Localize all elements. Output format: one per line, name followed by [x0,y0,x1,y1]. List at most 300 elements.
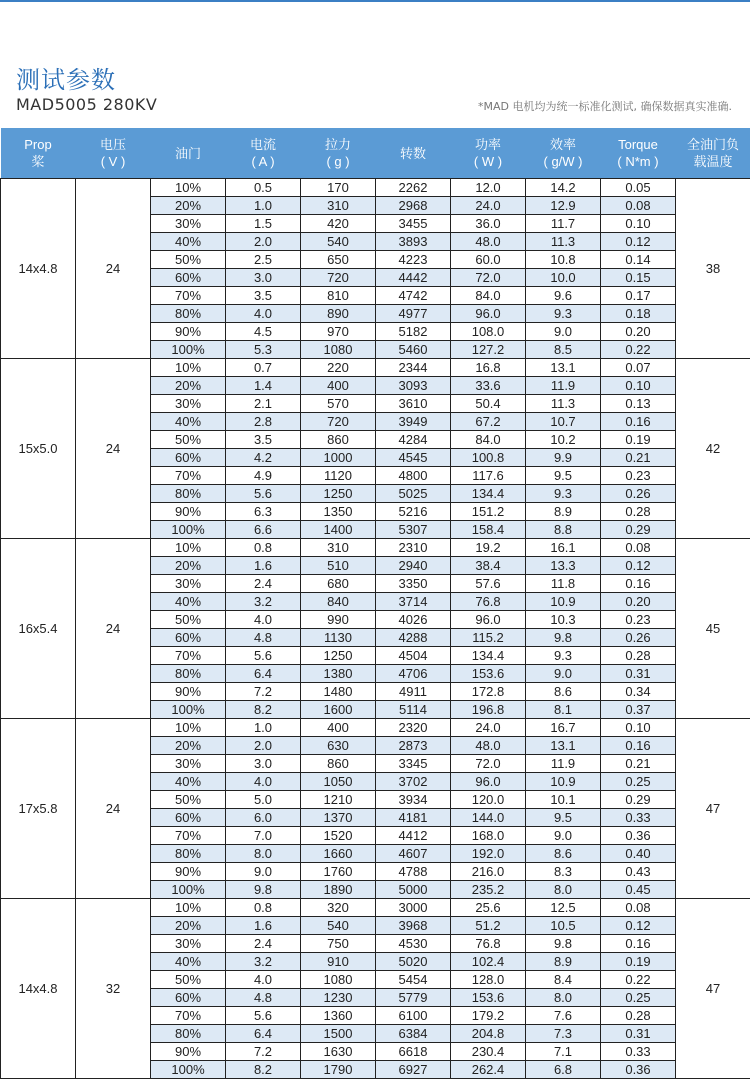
efficiency-cell: 9.3 [526,305,601,323]
efficiency-cell: 8.3 [526,863,601,881]
table-row [1,899,750,917]
thrust-cell: 720 [301,269,376,287]
current-cell: 2.5 [226,251,301,269]
thrust-cell: 1790 [301,1061,376,1079]
power-cell: 96.0 [451,611,526,629]
thrust-cell: 1760 [301,863,376,881]
efficiency-cell: 12.9 [526,197,601,215]
rpm-cell: 2262 [376,179,451,197]
rpm-cell: 4530 [376,935,451,953]
torque-cell: 0.10 [601,377,676,395]
power-cell: 16.8 [451,359,526,377]
thrust-cell: 1360 [301,1007,376,1025]
motor-model: MAD5005 280KV [16,95,157,114]
torque-cell: 0.08 [601,539,676,557]
rpm-cell: 4977 [376,305,451,323]
throttle-cell: 30% [151,395,226,413]
rpm-cell: 6384 [376,1025,451,1043]
torque-cell: 0.12 [601,233,676,251]
current-cell: 6.0 [226,809,301,827]
power-cell: 12.0 [451,179,526,197]
thrust-cell: 1480 [301,683,376,701]
efficiency-cell: 9.8 [526,935,601,953]
torque-cell: 0.17 [601,287,676,305]
thrust-cell: 910 [301,953,376,971]
column-header-unit: 桨 [1,153,76,170]
thrust-cell: 970 [301,323,376,341]
current-cell: 5.6 [226,485,301,503]
efficiency-cell: 9.0 [526,323,601,341]
column-header-label: 电流 [226,136,301,153]
throttle-cell: 90% [151,323,226,341]
throttle-cell: 10% [151,899,226,917]
torque-cell: 0.21 [601,449,676,467]
column-header-unit: ( g ) [301,153,376,170]
rpm-cell: 5460 [376,341,451,359]
rpm-cell: 4911 [376,683,451,701]
rpm-cell: 5307 [376,521,451,539]
efficiency-cell: 9.3 [526,647,601,665]
column-header-unit: ( g/W ) [526,153,601,170]
rpm-cell: 4504 [376,647,451,665]
column-header-label: Prop [1,136,76,153]
column-header-label: 电压 [76,136,151,153]
current-cell: 2.0 [226,737,301,755]
current-cell: 0.8 [226,539,301,557]
throttle-cell: 70% [151,1007,226,1025]
rpm-cell: 4706 [376,665,451,683]
torque-cell: 0.28 [601,503,676,521]
column-header-label: Torque [601,136,676,153]
column-header-label: 转数 [376,145,451,162]
throttle-cell: 40% [151,953,226,971]
efficiency-cell: 8.4 [526,971,601,989]
efficiency-cell: 9.5 [526,467,601,485]
torque-cell: 0.08 [601,899,676,917]
voltage-cell: 32 [76,899,151,1079]
rpm-cell: 4607 [376,845,451,863]
efficiency-cell: 9.3 [526,485,601,503]
voltage-cell: 24 [76,179,151,359]
rpm-cell: 3934 [376,791,451,809]
prop-cell: 15x5.0 [1,359,76,539]
efficiency-cell: 12.5 [526,899,601,917]
efficiency-cell: 7.1 [526,1043,601,1061]
column-header [151,128,226,179]
torque-cell: 0.21 [601,755,676,773]
thrust-cell: 400 [301,377,376,395]
table-row [1,719,750,737]
torque-cell: 0.28 [601,647,676,665]
current-cell: 4.5 [226,323,301,341]
throttle-cell: 90% [151,863,226,881]
rpm-cell: 4412 [376,827,451,845]
thrust-cell: 630 [301,737,376,755]
power-cell: 153.6 [451,989,526,1007]
current-cell: 7.2 [226,683,301,701]
rpm-cell: 3610 [376,395,451,413]
throttle-cell: 40% [151,773,226,791]
current-cell: 3.2 [226,593,301,611]
efficiency-cell: 10.9 [526,773,601,791]
efficiency-cell: 16.1 [526,539,601,557]
power-cell: 76.8 [451,593,526,611]
power-cell: 50.4 [451,395,526,413]
throttle-cell: 100% [151,521,226,539]
current-cell: 7.0 [226,827,301,845]
torque-cell: 0.28 [601,1007,676,1025]
torque-cell: 0.12 [601,917,676,935]
thrust-cell: 1080 [301,341,376,359]
current-cell: 4.8 [226,989,301,1007]
efficiency-cell: 16.7 [526,719,601,737]
current-cell: 1.4 [226,377,301,395]
rpm-cell: 4284 [376,431,451,449]
torque-cell: 0.22 [601,971,676,989]
power-cell: 33.6 [451,377,526,395]
throttle-cell: 20% [151,557,226,575]
current-cell: 2.8 [226,413,301,431]
current-cell: 2.4 [226,935,301,953]
current-cell: 3.0 [226,269,301,287]
torque-cell: 0.34 [601,683,676,701]
rpm-cell: 4181 [376,809,451,827]
efficiency-cell: 8.6 [526,845,601,863]
throttle-cell: 80% [151,305,226,323]
thrust-cell: 510 [301,557,376,575]
efficiency-cell: 9.5 [526,809,601,827]
thrust-cell: 570 [301,395,376,413]
thrust-cell: 720 [301,413,376,431]
efficiency-cell: 11.7 [526,215,601,233]
torque-cell: 0.23 [601,611,676,629]
torque-cell: 0.16 [601,737,676,755]
torque-cell: 0.26 [601,485,676,503]
current-cell: 2.4 [226,575,301,593]
rpm-cell: 5114 [376,701,451,719]
column-header-unit: ( A ) [226,153,301,170]
column-header-label: 功率 [451,136,526,153]
current-cell: 9.0 [226,863,301,881]
full-throttle-temp-cell: 47 [676,719,750,899]
current-cell: 5.6 [226,1007,301,1025]
efficiency-cell: 9.0 [526,827,601,845]
rpm-cell: 3093 [376,377,451,395]
prop-cell: 16x5.4 [1,539,76,719]
rpm-cell: 2344 [376,359,451,377]
torque-cell: 0.29 [601,521,676,539]
rpm-cell: 3455 [376,215,451,233]
column-header-unit: 载温度 [676,153,750,170]
column-header-label: 油门 [151,145,226,162]
throttle-cell: 10% [151,539,226,557]
thrust-cell: 400 [301,719,376,737]
prop-cell: 17x5.8 [1,719,76,899]
thrust-cell: 220 [301,359,376,377]
efficiency-cell: 13.1 [526,359,601,377]
current-cell: 0.7 [226,359,301,377]
thrust-cell: 1120 [301,467,376,485]
thrust-cell: 840 [301,593,376,611]
efficiency-cell: 9.8 [526,629,601,647]
efficiency-cell: 7.6 [526,1007,601,1025]
thrust-cell: 1520 [301,827,376,845]
column-header [676,128,750,179]
table-row [1,179,750,197]
efficiency-cell: 8.1 [526,701,601,719]
throttle-cell: 60% [151,809,226,827]
power-cell: 151.2 [451,503,526,521]
torque-cell: 0.13 [601,395,676,413]
rpm-cell: 5454 [376,971,451,989]
torque-cell: 0.08 [601,197,676,215]
current-cell: 4.0 [226,971,301,989]
efficiency-cell: 8.5 [526,341,601,359]
power-cell: 153.6 [451,665,526,683]
thrust-cell: 1130 [301,629,376,647]
throttle-cell: 60% [151,449,226,467]
torque-cell: 0.31 [601,1025,676,1043]
efficiency-cell: 10.9 [526,593,601,611]
rpm-cell: 5779 [376,989,451,1007]
efficiency-cell: 6.8 [526,1061,601,1079]
throttle-cell: 30% [151,575,226,593]
current-cell: 0.8 [226,899,301,917]
current-cell: 3.2 [226,953,301,971]
rpm-cell: 5000 [376,881,451,899]
torque-cell: 0.26 [601,629,676,647]
power-cell: 168.0 [451,827,526,845]
column-header-unit: ( V ) [76,153,151,170]
power-cell: 100.8 [451,449,526,467]
throttle-cell: 40% [151,413,226,431]
full-throttle-temp-cell: 38 [676,179,750,359]
thrust-cell: 540 [301,917,376,935]
torque-cell: 0.16 [601,575,676,593]
efficiency-cell: 10.2 [526,431,601,449]
torque-cell: 0.16 [601,413,676,431]
current-cell: 1.0 [226,197,301,215]
current-cell: 6.4 [226,665,301,683]
throttle-cell: 90% [151,1043,226,1061]
throttle-cell: 10% [151,719,226,737]
throttle-cell: 50% [151,251,226,269]
throttle-cell: 10% [151,179,226,197]
power-cell: 134.4 [451,485,526,503]
throttle-cell: 70% [151,467,226,485]
rpm-cell: 3893 [376,233,451,251]
prop-cell: 14x4.8 [1,179,76,359]
power-cell: 25.6 [451,899,526,917]
efficiency-cell: 7.3 [526,1025,601,1043]
rpm-cell: 5025 [376,485,451,503]
power-cell: 60.0 [451,251,526,269]
efficiency-cell: 14.2 [526,179,601,197]
throttle-cell: 20% [151,737,226,755]
full-throttle-temp-cell: 42 [676,359,750,539]
table-row [1,359,750,377]
thrust-cell: 1890 [301,881,376,899]
thrust-cell: 1230 [301,989,376,1007]
efficiency-cell: 10.5 [526,917,601,935]
throttle-cell: 60% [151,629,226,647]
current-cell: 5.3 [226,341,301,359]
torque-cell: 0.19 [601,431,676,449]
torque-cell: 0.37 [601,701,676,719]
rpm-cell: 3350 [376,575,451,593]
thrust-cell: 1000 [301,449,376,467]
column-header-label: 全油门负 [676,136,750,153]
power-cell: 172.8 [451,683,526,701]
thrust-cell: 1600 [301,701,376,719]
efficiency-cell: 10.1 [526,791,601,809]
throttle-cell: 30% [151,755,226,773]
voltage-cell: 24 [76,539,151,719]
power-cell: 102.4 [451,953,526,971]
torque-cell: 0.23 [601,467,676,485]
efficiency-cell: 11.3 [526,233,601,251]
thrust-cell: 1370 [301,809,376,827]
column-header [226,128,301,179]
prop-cell: 14x4.8 [1,899,76,1079]
top-divider [0,0,750,2]
throttle-cell: 100% [151,341,226,359]
rpm-cell: 3702 [376,773,451,791]
voltage-cell: 24 [76,719,151,899]
throttle-cell: 80% [151,665,226,683]
efficiency-cell: 8.8 [526,521,601,539]
torque-cell: 0.33 [601,809,676,827]
column-header-label: 效率 [526,136,601,153]
torque-cell: 0.25 [601,773,676,791]
efficiency-cell: 10.7 [526,413,601,431]
power-cell: 36.0 [451,215,526,233]
throttle-cell: 100% [151,1061,226,1079]
current-cell: 3.5 [226,287,301,305]
rpm-cell: 4545 [376,449,451,467]
current-cell: 4.0 [226,305,301,323]
torque-cell: 0.33 [601,1043,676,1061]
thrust-cell: 1080 [301,971,376,989]
table-body [1,179,750,1079]
column-header-unit: ( W ) [451,153,526,170]
rpm-cell: 4442 [376,269,451,287]
thrust-cell: 1250 [301,647,376,665]
thrust-cell: 320 [301,899,376,917]
thrust-cell: 310 [301,197,376,215]
power-cell: 96.0 [451,773,526,791]
throttle-cell: 100% [151,881,226,899]
power-cell: 24.0 [451,197,526,215]
thrust-cell: 1630 [301,1043,376,1061]
thrust-cell: 1660 [301,845,376,863]
torque-cell: 0.40 [601,845,676,863]
power-cell: 196.8 [451,701,526,719]
torque-cell: 0.18 [601,305,676,323]
power-cell: 24.0 [451,719,526,737]
efficiency-cell: 10.0 [526,269,601,287]
voltage-cell: 24 [76,359,151,539]
current-cell: 4.0 [226,773,301,791]
efficiency-cell: 13.3 [526,557,601,575]
thrust-cell: 1350 [301,503,376,521]
throttle-cell: 60% [151,989,226,1007]
current-cell: 4.0 [226,611,301,629]
power-cell: 144.0 [451,809,526,827]
torque-cell: 0.05 [601,179,676,197]
torque-cell: 0.36 [601,1061,676,1079]
rpm-cell: 4288 [376,629,451,647]
current-cell: 6.4 [226,1025,301,1043]
throttle-cell: 40% [151,593,226,611]
current-cell: 2.1 [226,395,301,413]
current-cell: 1.6 [226,557,301,575]
power-cell: 72.0 [451,269,526,287]
thrust-cell: 1500 [301,1025,376,1043]
motor-test-table [0,128,750,1079]
power-cell: 128.0 [451,971,526,989]
efficiency-cell: 11.9 [526,377,601,395]
column-header [301,128,376,179]
throttle-cell: 20% [151,197,226,215]
current-cell: 2.0 [226,233,301,251]
power-cell: 230.4 [451,1043,526,1061]
page-title: 测试参数 [16,60,116,95]
power-cell: 158.4 [451,521,526,539]
power-cell: 84.0 [451,431,526,449]
current-cell: 1.5 [226,215,301,233]
rpm-cell: 3345 [376,755,451,773]
efficiency-cell: 10.8 [526,251,601,269]
rpm-cell: 4788 [376,863,451,881]
throttle-cell: 70% [151,287,226,305]
efficiency-cell: 11.3 [526,395,601,413]
throttle-cell: 80% [151,485,226,503]
full-throttle-temp-cell: 45 [676,539,750,719]
throttle-cell: 60% [151,269,226,287]
current-cell: 5.6 [226,647,301,665]
power-cell: 84.0 [451,287,526,305]
efficiency-cell: 8.6 [526,683,601,701]
power-cell: 72.0 [451,755,526,773]
thrust-cell: 170 [301,179,376,197]
torque-cell: 0.36 [601,827,676,845]
current-cell: 1.6 [226,917,301,935]
power-cell: 204.8 [451,1025,526,1043]
thrust-cell: 1210 [301,791,376,809]
torque-cell: 0.10 [601,719,676,737]
efficiency-cell: 8.0 [526,989,601,1007]
throttle-cell: 20% [151,917,226,935]
rpm-cell: 3000 [376,899,451,917]
efficiency-cell: 10.3 [526,611,601,629]
throttle-cell: 80% [151,845,226,863]
torque-cell: 0.45 [601,881,676,899]
torque-cell: 0.20 [601,323,676,341]
rpm-cell: 2320 [376,719,451,737]
power-cell: 235.2 [451,881,526,899]
column-header [601,128,676,179]
rpm-cell: 3714 [376,593,451,611]
rpm-cell: 6618 [376,1043,451,1061]
thrust-cell: 860 [301,755,376,773]
throttle-cell: 50% [151,971,226,989]
power-cell: 117.6 [451,467,526,485]
current-cell: 6.3 [226,503,301,521]
power-cell: 51.2 [451,917,526,935]
column-header [1,128,76,179]
throttle-cell: 70% [151,827,226,845]
